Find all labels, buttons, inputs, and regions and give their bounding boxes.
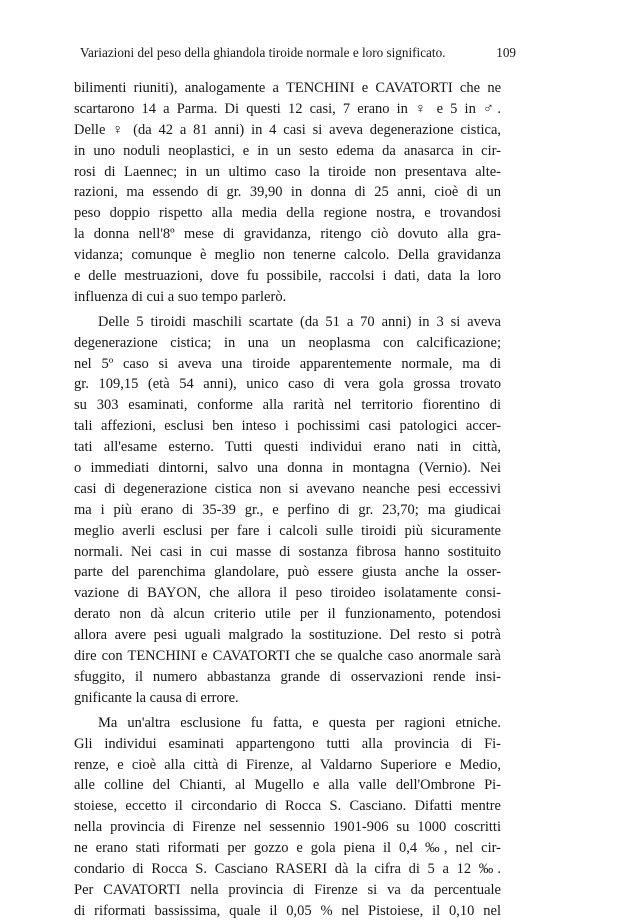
paragraph-1	[74, 78, 501, 308]
page-number: 109	[496, 45, 516, 60]
text-line: casi di degenerazione cistica non si avevano neanche pesi eccessivi	[74, 480, 501, 497]
paragraph-3	[74, 713, 501, 922]
text-line: Gli individui esaminati appartengono tutti alla provincia di Fi-	[74, 735, 501, 752]
page-header	[80, 44, 516, 62]
text-line: ma i più erano di 35-39 gr., e perfino di gr. 23,70; ma giudicai	[74, 501, 501, 518]
text-line: scartarono 14 a Parma. Di questi 12 casi, 7 erano in ♀ e 5 in ♂.	[74, 100, 501, 117]
text-line: tati all'esame esterno. Tutti questi individui erano nati in città,	[74, 439, 501, 456]
text-line: degenerazione cistica; in una un neoplasma con calcificazione;	[74, 334, 501, 351]
text-line: nella provincia di Firenze nel sessennio 1901-906 su 1000 coscritti	[74, 819, 501, 836]
text-line: vazione di BAYON, che allora il peso tiroideo isolatamente consi-	[74, 585, 501, 602]
text-line: di riformati bassissima, quale il 0,05 % nel Pistoiese, il 0,10 nel	[74, 902, 501, 919]
text-line: la donna nell'8º mese di gravidanza, ritengo ciò dovuto alla gra-	[74, 226, 501, 243]
text-line: nel 5º caso si aveva una tiroide apparentemente normale, ma di	[74, 355, 501, 372]
paragraph-2	[74, 312, 501, 709]
running-title: Variazioni del peso della ghiandola tiroide normale e loro significato.	[80, 45, 446, 60]
text-line: e delle mestruazioni, dove fu possibile, raccolsi i dati, data la loro	[74, 268, 501, 285]
text-line: razioni, ma essendo di gr. 39,90 in donna di 25 anni, cioè di un	[74, 184, 501, 201]
text-line: meglio averli esclusi per fare i calcoli sulle tiroidi più sicuramente	[74, 522, 501, 539]
text-line: o immediati dintorni, salvo una donna in montagna (Vernio). Nei	[74, 460, 501, 477]
text-line: su 303 esaminati, conforme alla rarità nel territorio fiorentino di	[74, 397, 501, 414]
text-line: gnificante la causa di errore.	[74, 689, 239, 706]
body-text	[74, 78, 501, 922]
text-line: bilimenti riuniti), analogamente a TENCHINI e CAVATORTI che ne	[74, 80, 501, 96]
text-line: parte del parenchima glandolare, può essere giusta anche la osser-	[74, 564, 501, 581]
text-line: stoiese, eccetto il circondario di Rocca S. Casciano. Difatti mentre	[74, 798, 501, 815]
text-line: gr. 109,15 (età 54 anni), unico caso di vera gola grossa trovato	[74, 376, 501, 393]
text-line: tali affezioni, esclusi ben inteso i pochissimi casi patologici accer-	[74, 418, 501, 435]
text-line: allora avere pesi uguali malgrado la sostituzione. Del resto si potrà	[74, 627, 501, 644]
text-line: renze, e cioè alla città di Firenze, al Valdarno Superiore e Medio,	[74, 756, 501, 773]
text-line: Delle ♀ (da 42 a 81 anni) in 4 casi si aveva degenerazione cistica,	[74, 121, 501, 138]
text-line: derato non dà alcun criterio utile per il funzionamento, potendosi	[74, 606, 501, 623]
text-line: Per CAVATORTI nella provincia di Firenze si va da percentuale	[74, 881, 501, 898]
text-line: influenza di cui a suo tempo parlerò.	[74, 288, 287, 305]
text-line: in uno noduli neoplastici, e in un sesto edema da anasarca in cir-	[74, 142, 501, 159]
text-line: vidanza; comunque è meglio non tenerne calcolo. Della gravidanza	[74, 247, 501, 264]
text-line: Delle 5 tiroidi maschili scartate (da 51 a 70 anni) in 3 si aveva	[98, 313, 501, 330]
text-line: rosi di Laennec; in un ultimo caso la tiroide non presentava alte-	[74, 163, 501, 180]
text-line: Ma un'altra esclusione fu fatta, e questa per ragioni etniche.	[98, 714, 501, 731]
text-line: peso doppio rispetto alla media della regione nostra, e trovandosi	[74, 205, 501, 222]
text-line: alle colline del Chianti, al Mugello e alla valle dell'Ombrone Pi-	[74, 777, 501, 794]
text-line: condario di Rocca S. Casciano RASERI dà la cifra di 5 a 12 ‰.	[74, 860, 501, 877]
text-line: sfuggito, il numero abbastanza grande di osservazioni rende insi-	[74, 668, 501, 685]
text-line: dire con TENCHINI e CAVATORTI che se qualche caso anormale sarà	[74, 648, 501, 665]
text-line: ne erano stati riformati per gozzo e gola piena il 0,4 ‰, nel cir-	[74, 840, 501, 857]
text-line: normali. Nei casi in cui masse di sostanza fibrosa hanno sostituito	[74, 543, 501, 560]
